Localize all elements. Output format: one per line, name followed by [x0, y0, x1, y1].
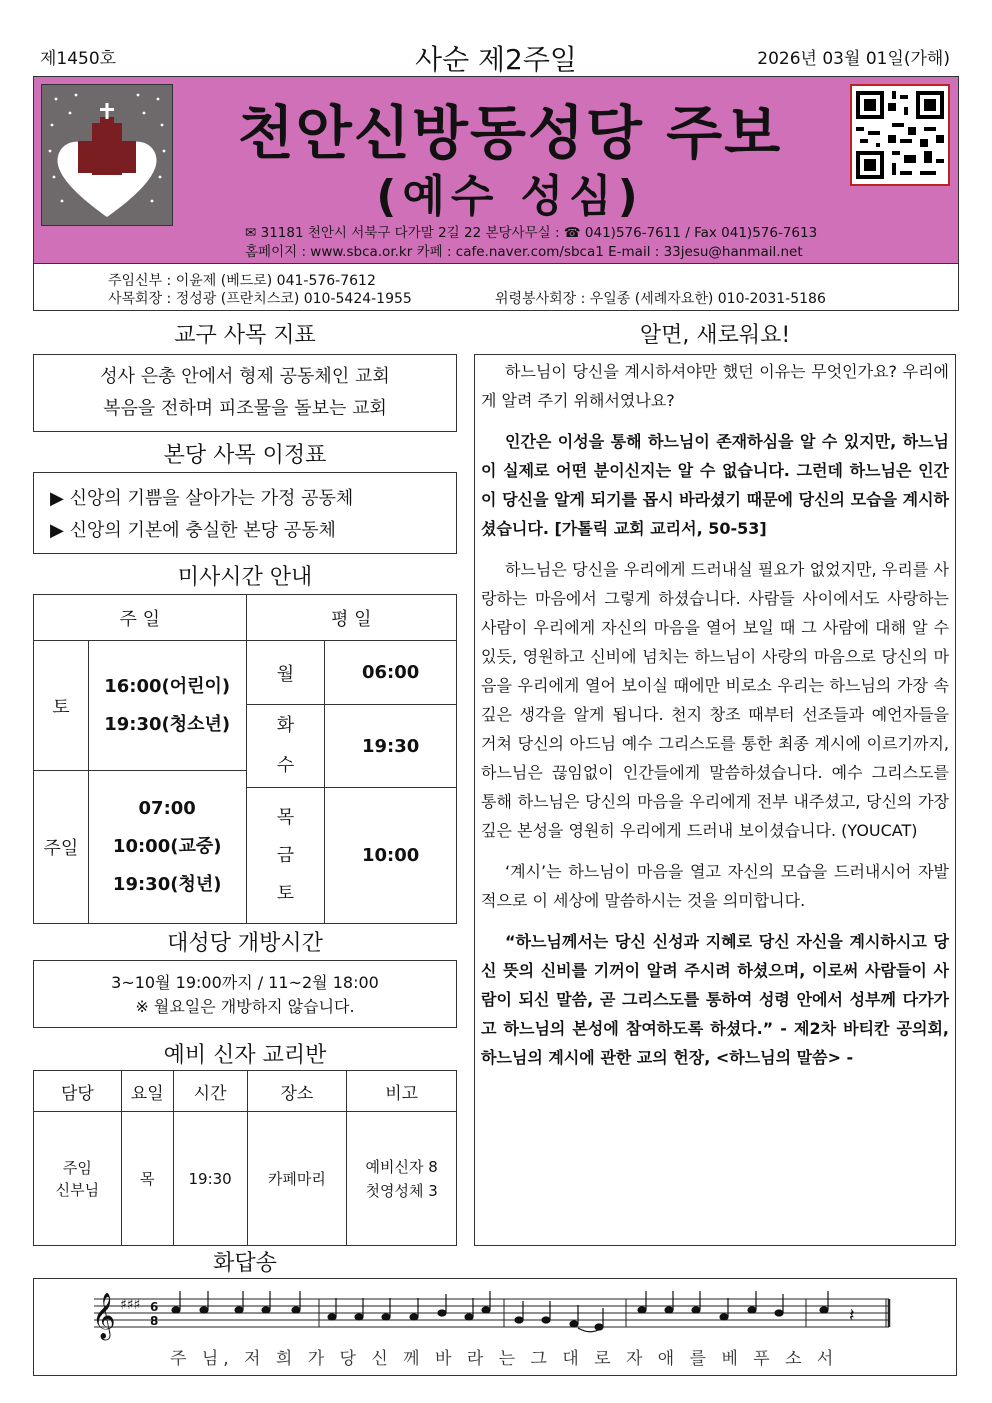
- time-cell: 19:30: [173, 1112, 247, 1246]
- saturday-time: 16:00(어린이): [104, 675, 231, 697]
- milestone-item: ▶ 신앙의 기쁨을 살아가는 가정 공동체: [50, 488, 354, 509]
- thu-fri-sat-labels: [246, 788, 325, 924]
- opening-hours-title: 대성당 개방시간: [167, 931, 323, 956]
- goal-line: 성사 은총 안에서 형제 공동체인 교회: [100, 366, 390, 387]
- monday-time: 06:00: [325, 641, 457, 705]
- pastor-contact: 주임신부 : 이윤제 (베드로) 041-576-7612: [108, 273, 376, 289]
- vice-president-contact: 위령봉사회장 : 우일종 (세례자요한) 010-2031-5186: [495, 291, 826, 307]
- column-header: 시간: [173, 1071, 247, 1112]
- issue-number: 제1450호: [40, 49, 117, 69]
- catechism-title: 예비 신자 교리반: [163, 1043, 327, 1068]
- friday-label: 금: [276, 844, 295, 866]
- weekday-header: 평 일: [246, 595, 456, 641]
- note-cell: [347, 1112, 457, 1246]
- knowledge-paragraph: “하느님께서는 당신 신성과 지혜로 당신 자신을 계시하시고 당신 뜻의 신비를 기꺼이 알려 주시려 하셨으며, 이로써 사람들이 사람이 되신 말씀, 곧 그리스도를 통하여 성령 안에서 성부께 다가가고 하느님의 본성에 참여하도록 하셨다.” - 제2차 바티칸 공의회, 하느님의 계시에 관한 교의 헌장, <하느님의 말씀> -: [481, 932, 949, 1067]
- teacher-line: 신부님: [55, 1180, 100, 1199]
- saturday-times: [88, 641, 246, 771]
- teacher-cell: [34, 1112, 122, 1246]
- opening-hours-line: 3~10월 19:00까지 / 11~2월 18:00: [111, 973, 379, 992]
- knowledge-title: 알면, 새로워요!: [639, 323, 791, 348]
- mass-times-table: [33, 594, 457, 924]
- opening-hours-box: [33, 960, 457, 1028]
- note-line: 예비신자 8: [365, 1157, 438, 1176]
- opening-hours-note: ※ 월요일은 개방하지 않습니다.: [135, 997, 355, 1016]
- thursday-label: 목: [276, 806, 295, 828]
- milestone-item: ▶ 신앙의 기본에 충실한 본당 공동체: [50, 520, 336, 541]
- sunday-time: 10:00(교중): [112, 836, 222, 857]
- sacred-heart-church-icon: [42, 85, 172, 225]
- saturday-label: 토: [34, 641, 89, 771]
- knowledge-paragraph: 하느님이 당신을 계시하셔야만 했던 이유는 무엇인가요? 우리에게 알려 주기 위해서였나요?: [481, 362, 949, 410]
- thu-fri-sat-time: 10:00: [325, 788, 457, 924]
- saturday-time: 19:30(청소년): [104, 713, 231, 735]
- bulletin-subtitle: (예수 성심): [376, 171, 644, 222]
- saturday-weekday-label: 토: [276, 882, 295, 904]
- diocesan-goals-box: [33, 354, 457, 432]
- mass-times-title: 미사시간 안내: [177, 565, 313, 590]
- sunday-label: 주일: [34, 771, 89, 924]
- svg-text:𝄽: 𝄽: [849, 1305, 855, 1326]
- goal-line: 복음을 전하며 피조물을 돌보는 교회: [103, 398, 387, 419]
- wednesday-label: 수: [276, 755, 295, 776]
- svg-text:8: 8: [150, 1314, 159, 1328]
- column-header: 요일: [121, 1071, 173, 1112]
- svg-text:𝄞: 𝄞: [92, 1293, 116, 1339]
- svg-text:♯♯♯: ♯♯♯: [120, 1297, 141, 1313]
- note-line: 첫영성체 3: [365, 1181, 438, 1200]
- qr-code[interactable]: [850, 84, 950, 186]
- monday-label: 월: [246, 641, 325, 705]
- teacher-line: 주임: [62, 1158, 92, 1177]
- bulletin-title: 천안신방동성당 주보: [237, 99, 783, 167]
- day-cell: 목: [121, 1112, 173, 1246]
- qr-code-icon: [852, 86, 948, 184]
- knowledge-paragraph: 하느님은 당신을 우리에게 드러내실 필요가 없었지만, 우리를 사랑하는 마음에서 그렇게 하셨습니다. 사람들 사이에서도 사랑하는 사람이 우리에게 자신의 마음을 열어 보일 때 그 사람에 대해 알 수 있듯, 영원하고 신비에 넘치는 하느님이 사랑의 마음으로 당신의 마음을 우리에게 열어 보이실 때에만 비로소 우리는 하느님의 가장 속 깊은 생각을 알게 됩니다. 천지 창조 때부터 선조들과 예언자들을 거쳐 당신의 아드님 예수 그리스도를 통한 최종 계시에 이르기까지, 하느님은 끊임없이 인간들에게 말씀하셨습니다. 예수 그리스도를 통해 하느님은 당신의 마음을 우리에게 전부 내주셨고, 당신의 가장 깊은 본성을 영원히 우리에게 드러내 보이셨습니다. (YOUCAT): [481, 560, 949, 840]
- sunday-time: 19:30(청년): [112, 874, 222, 895]
- knowledge-box: [474, 354, 956, 1246]
- sunday-times: [88, 771, 246, 924]
- psalm-lyrics: 주 님, 저 희 가 당 신 께 바 라 는 그 대 로 자 애 를 베 푸 소 서: [170, 1349, 839, 1369]
- parish-milestones-title: 본당 사목 이정표: [163, 443, 327, 468]
- liturgical-season: 사순 제2주일: [415, 43, 577, 76]
- svg-text:6: 6: [150, 1300, 159, 1314]
- responsorial-psalm-title: 화답송: [213, 1251, 277, 1276]
- diocesan-goals-title: 교구 사목 지표: [174, 323, 316, 348]
- council-president-contact: 사목회장 : 정성광 (프란치스코) 010-5424-1955: [108, 291, 412, 307]
- parish-logo: [41, 84, 173, 226]
- column-header: 담당: [34, 1071, 122, 1112]
- column-header: 비고: [347, 1071, 457, 1112]
- knowledge-paragraph: 인간은 이성을 통해 하느님이 존재하심을 알 수 있지만, 하느님이 실제로 어떤 분이신지는 알 수 없습니다. 그런데 하느님은 인간이 당신을 알게 되기를 몹시 바라셨기 때문에 당신의 모습을 계시하셨습니다. [가톨릭 교회 교리서, 50-53]: [481, 432, 949, 538]
- parish-milestones-box: [33, 472, 457, 554]
- column-header: 장소: [247, 1071, 347, 1112]
- knowledge-paragraph: ‘계시’는 하느님이 마음을 열고 자신의 모습을 드러내시어 자발적으로 이 세상에 말씀하시는 것을 의미합니다.: [481, 862, 949, 910]
- web-contact-line: 홈페이지 : www.sbca.or.kr 카페 : cafe.naver.com/sbca1 E-mail : 33jesu@hanmail.net: [245, 244, 803, 260]
- sunday-time: 07:00: [138, 798, 196, 819]
- address-line: ✉ 31181 천안시 서북구 다가말 2길 22 본당사무실 : ☎ 041)576-7611 / Fax 041)576-7613: [245, 225, 818, 241]
- bulletin-date: 2026년 03월 01일(가해): [757, 49, 950, 69]
- tuesday-label: 화: [276, 715, 295, 736]
- tue-wed-time: 19:30: [325, 705, 457, 788]
- catechism-table: [33, 1070, 457, 1246]
- place-cell: 카페마리: [247, 1112, 347, 1246]
- sunday-header: 주 일: [34, 595, 247, 641]
- tue-wed-labels: [246, 705, 325, 788]
